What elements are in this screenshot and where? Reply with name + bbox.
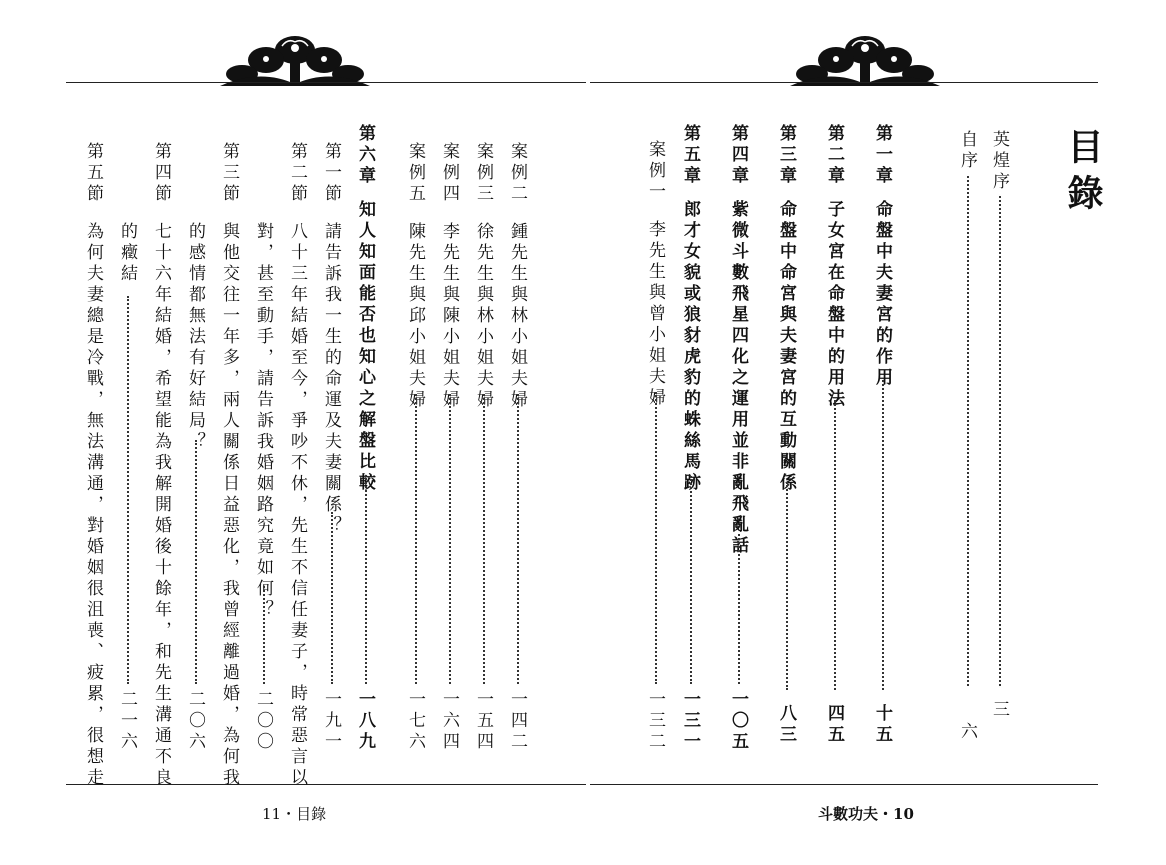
toc-page-number: 二一六 [117,690,137,753]
top-rule [590,82,1098,83]
toc-chapter-number: 第四節 [151,142,171,205]
toc-chapter-number: 第四章 [728,124,748,187]
toc-page-number: 一八九 [355,690,375,753]
leader-dots [415,394,417,684]
toc-entry-label: 郎才女貌或狼豺虎豹的蛛絲馬跡 [680,200,700,494]
toc-page-number: 三 [989,700,1009,721]
bottom-rule [590,784,1098,785]
toc-entry-label: 子女宮在命盤中的用法 [824,200,844,410]
toc-entry-label-continued: 的感情都無法有好結局？ [185,222,205,453]
leader-dots [331,512,333,684]
leader-dots [786,482,788,690]
toc-entry-label: 為何夫妻總是冷戰，無法溝通，對婚姻很沮喪、疲累，很想走 [83,222,103,789]
toc-page-number: 一三一 [680,690,700,753]
toc-chapter-number: 案例五 [405,142,425,205]
leader-dots [195,440,197,684]
toc-entry-label: 紫微斗數飛星四化之運用並非亂飛亂話 [728,200,748,557]
page-title: 目錄 [1062,128,1103,220]
toc-entry-label: 請告訴我一生的命運及夫妻關係？ [321,222,341,537]
peony-ornament-icon [790,28,940,90]
toc-page-number: 一七六 [405,690,425,753]
toc-chapter-number: 案例三 [473,142,493,205]
toc-chapter-number: 第一節 [321,142,341,205]
toc-chapter-number: 第六章 [355,124,375,187]
leader-dots [655,392,657,684]
toc-entry-label-continued: 的癥結 [117,222,137,285]
toc-page-number: 八三 [776,704,796,746]
toc-entry-label: 李先生與陳小姐夫婦 [439,222,459,411]
toc-page-number: 一四二 [507,690,527,753]
leader-dots [882,380,884,690]
leader-dots [967,176,969,686]
toc-entry-label: 命盤中命宮與夫妻宮的互動關係 [776,200,796,494]
toc-chapter-number: 案例一 [645,140,665,203]
toc-page-number: 一九一 [321,690,341,753]
toc-page-number: 四五 [824,704,844,746]
leader-dots [834,400,836,690]
peony-ornament-icon [220,28,370,90]
page-folio: 11・目錄 [262,805,327,823]
leader-dots [449,394,451,684]
toc-chapter-number: 第二節 [287,142,307,205]
leader-dots [127,296,129,684]
toc-chapter-number: 第五節 [83,142,103,205]
toc-entry-label: 八十三年結婚至今，爭吵不休，先生不信任妻子，時常惡言以 [287,222,307,789]
toc-page-number: 一三二 [645,690,665,753]
toc-entry-label: 七十六年結婚，希望能為我解開婚後十餘年，和先生溝通不良 [151,222,171,789]
toc-chapter-number: 案例二 [507,142,527,205]
toc-chapter-number: 第一章 [872,124,892,187]
toc-entry-label: 鍾先生與林小姐夫婦 [507,222,527,411]
toc-page-number: 一〇五 [728,690,748,753]
toc-entry-label: 英煌序 [989,130,1009,193]
toc-entry-label: 李先生與曾小姐夫婦 [645,220,665,409]
leader-dots [263,586,265,684]
page-folio: 斗數功夫・10 [818,805,914,823]
leader-dots [999,196,1001,686]
toc-chapter-number: 案例四 [439,142,459,205]
toc-page-number: 一五四 [473,690,493,753]
toc-page-number: 一六四 [439,690,459,753]
top-rule [66,82,586,83]
toc-page-number: 二〇〇 [253,690,273,753]
leader-dots [517,394,519,684]
leader-dots [483,394,485,684]
toc-entry-label: 知人知面能否也知心之解盤比較 [355,200,375,494]
leader-dots [690,476,692,684]
toc-entry-label: 自序 [957,130,977,172]
bottom-rule [66,784,586,785]
toc-chapter-number: 第三節 [219,142,239,205]
toc-entry-label: 與他交往一年多，兩人關係日益惡化，我曾經離過婚，為何我 [219,222,239,789]
toc-chapter-number: 第二章 [824,124,844,187]
toc-entry-label-continued: 對，甚至動手，請告訴我婚姻路究竟如何？ [253,222,273,621]
toc-entry-label: 命盤中夫妻宮的作用 [872,200,892,389]
toc-chapter-number: 第三章 [776,124,796,187]
toc-entry-label: 徐先生與林小姐夫婦 [473,222,493,411]
toc-entry-label: 陳先生與邱小姐夫婦 [405,222,425,411]
leader-dots [738,534,740,684]
toc-page-number: 十五 [872,704,892,746]
leader-dots [365,478,367,684]
toc-chapter-number: 第五章 [680,124,700,187]
toc-page-number: 六 [957,722,977,743]
toc-page-number: 二〇六 [185,690,205,753]
